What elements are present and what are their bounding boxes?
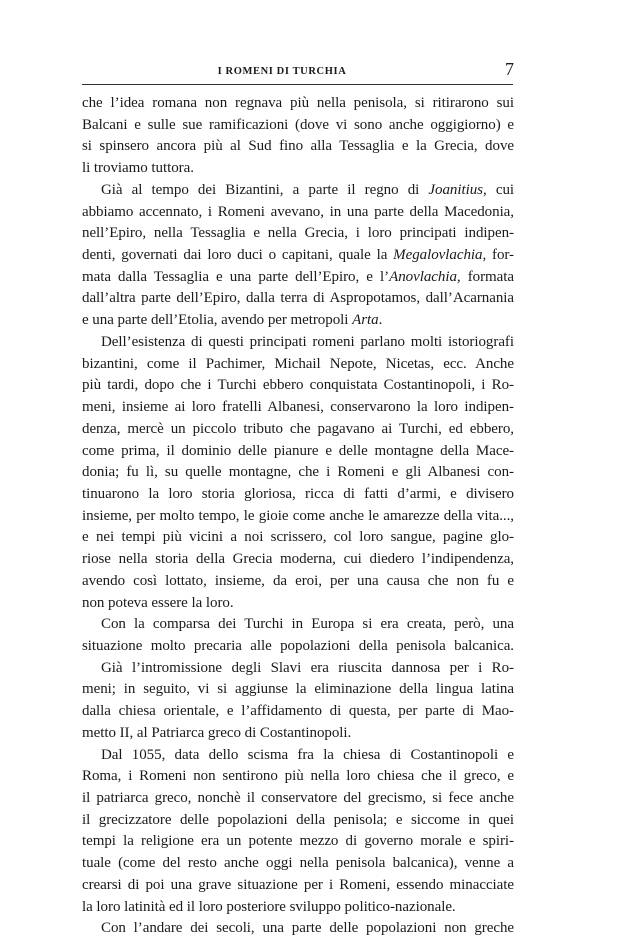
text-line: dall’altra parte dell’Epiro, dalla terra di Aspropotamos, dall’Acarnania bbox=[82, 290, 514, 307]
text-line: il grecizzatore delle popolazioni della penisola; e siccome in quei bbox=[82, 811, 514, 828]
text-line: Balcani e sulle sue ramificazioni (dove vi sono anche oggigiorno) e bbox=[82, 116, 514, 133]
text-line: dalla chiesa orientale, e l’affidamento di questa, per parte di Mao- bbox=[82, 703, 514, 720]
text-line: tempi la religione era un potente mezzo di governo morale e spiri- bbox=[82, 833, 514, 850]
text-line: denza, mercè un piccolo tributo che pagavano ai Turchi, ed ebbero, bbox=[82, 420, 514, 437]
page-header bbox=[82, 60, 512, 80]
text-line: e nei tempi più vicini a noi scrissero, col loro sangue, pagine glo- bbox=[82, 529, 514, 546]
header-rule bbox=[82, 84, 513, 85]
text-line: metto II, al Patriarca greco di Costantinopoli. bbox=[82, 724, 352, 741]
text-line: tinuarono la loro storia gloriosa, ricca di fatti d’armi, e divisero bbox=[82, 485, 514, 502]
text-line: riose nella storia della Grecia moderna, cui diedero l’indipendenza, bbox=[82, 551, 514, 568]
text-line: meni; in seguito, vi si aggiunse la eliminazione della lingua latina bbox=[82, 681, 514, 698]
running-head: I ROMENI DI TURCHIA bbox=[217, 66, 347, 77]
text-line: bizantini, come il Pachimer, Michail Nepote, Nicetas, ecc. Anche bbox=[82, 355, 514, 372]
text-line: tuale (come del resto anche oggi nella penisola balcanica), venne a bbox=[82, 855, 514, 872]
text-line: Dal 1055, data dello scisma fra la chiesa di Costantinopoli e bbox=[101, 746, 514, 763]
text-line: Roma, i Romeni non sentirono più nella loro chiesa che il greco, e bbox=[82, 768, 514, 785]
text-line: li troviamo tuttora. bbox=[82, 160, 194, 177]
text-line: situazione molto precaria alle popolazioni della penisola balcanica. bbox=[82, 637, 514, 654]
text-line: crearsi di poi una grave situazione per i Romeni, essendo minacciate bbox=[82, 876, 514, 893]
text-line: e una parte dell’Etolia, avendo per metropoli Arta. bbox=[82, 312, 383, 329]
text-line: Con la comparsa dei Turchi in Europa si era creata, però, una bbox=[101, 616, 514, 633]
text-line: Dell’esistenza di questi principati romeni parlano molti istoriografi bbox=[101, 333, 514, 350]
text-line: il patriarca greco, nonchè il conservatore del grecismo, si fece anche bbox=[82, 790, 514, 806]
text-line: Con l’andare dei secoli, una parte delle popolazioni non greche bbox=[101, 920, 514, 937]
text-line: non poteva essere la loro. bbox=[82, 594, 234, 611]
text-line: abbiamo accennato, i Romeni avevano, in una parte della Macedonia, bbox=[82, 203, 514, 220]
text-line: come prima, il dominio delle pianure e delle montagne della Mace- bbox=[82, 442, 514, 459]
text-line: mata dalla Tessaglia e una parte dell’Epiro, e l’Anovlachia, formata bbox=[82, 268, 514, 285]
text-line: meni, insieme ai loro fratelli Albanesi, conservarono la loro indipen- bbox=[82, 399, 514, 416]
text-line: denti, governati dai loro duci o capitani, quale la Megalovlachia, for- bbox=[82, 247, 514, 264]
text-line: che l’idea romana non regnava più nella penisola, si ritirarono sui bbox=[82, 95, 514, 111]
text-line: insieme, per molto tempo, le gioie come anche le amarezze della vita..., bbox=[82, 507, 514, 524]
text-line: si spinsero ancora più al Sud fino alla Tessaglia e la Grecia, dove bbox=[82, 138, 514, 155]
body-text bbox=[82, 93, 514, 940]
text-line: nell’Epiro, nella Tessaglia e nella Grecia, i loro principati indipen- bbox=[82, 225, 514, 242]
text-line: Già l’intromissione degli Slavi era riuscita dannosa per i Ro- bbox=[101, 659, 514, 676]
text-line: donia; fu lì, su quelle montagne, che i Romeni e gli Albanesi con- bbox=[82, 464, 514, 481]
page-number: 7 bbox=[505, 59, 514, 79]
text-line: più tardi, dopo che i Turchi ebbero conquistata Costantinopoli, i Ro- bbox=[82, 377, 514, 394]
text-line: Già al tempo dei Bizantini, a parte il regno di Joanitius, cui bbox=[101, 181, 514, 198]
text-line: la loro latinità ed il loro posteriore sviluppo politico-nazionale. bbox=[82, 898, 456, 915]
text-line: avendo così lottato, insieme, da eroi, per una causa che non fu e bbox=[82, 572, 514, 589]
